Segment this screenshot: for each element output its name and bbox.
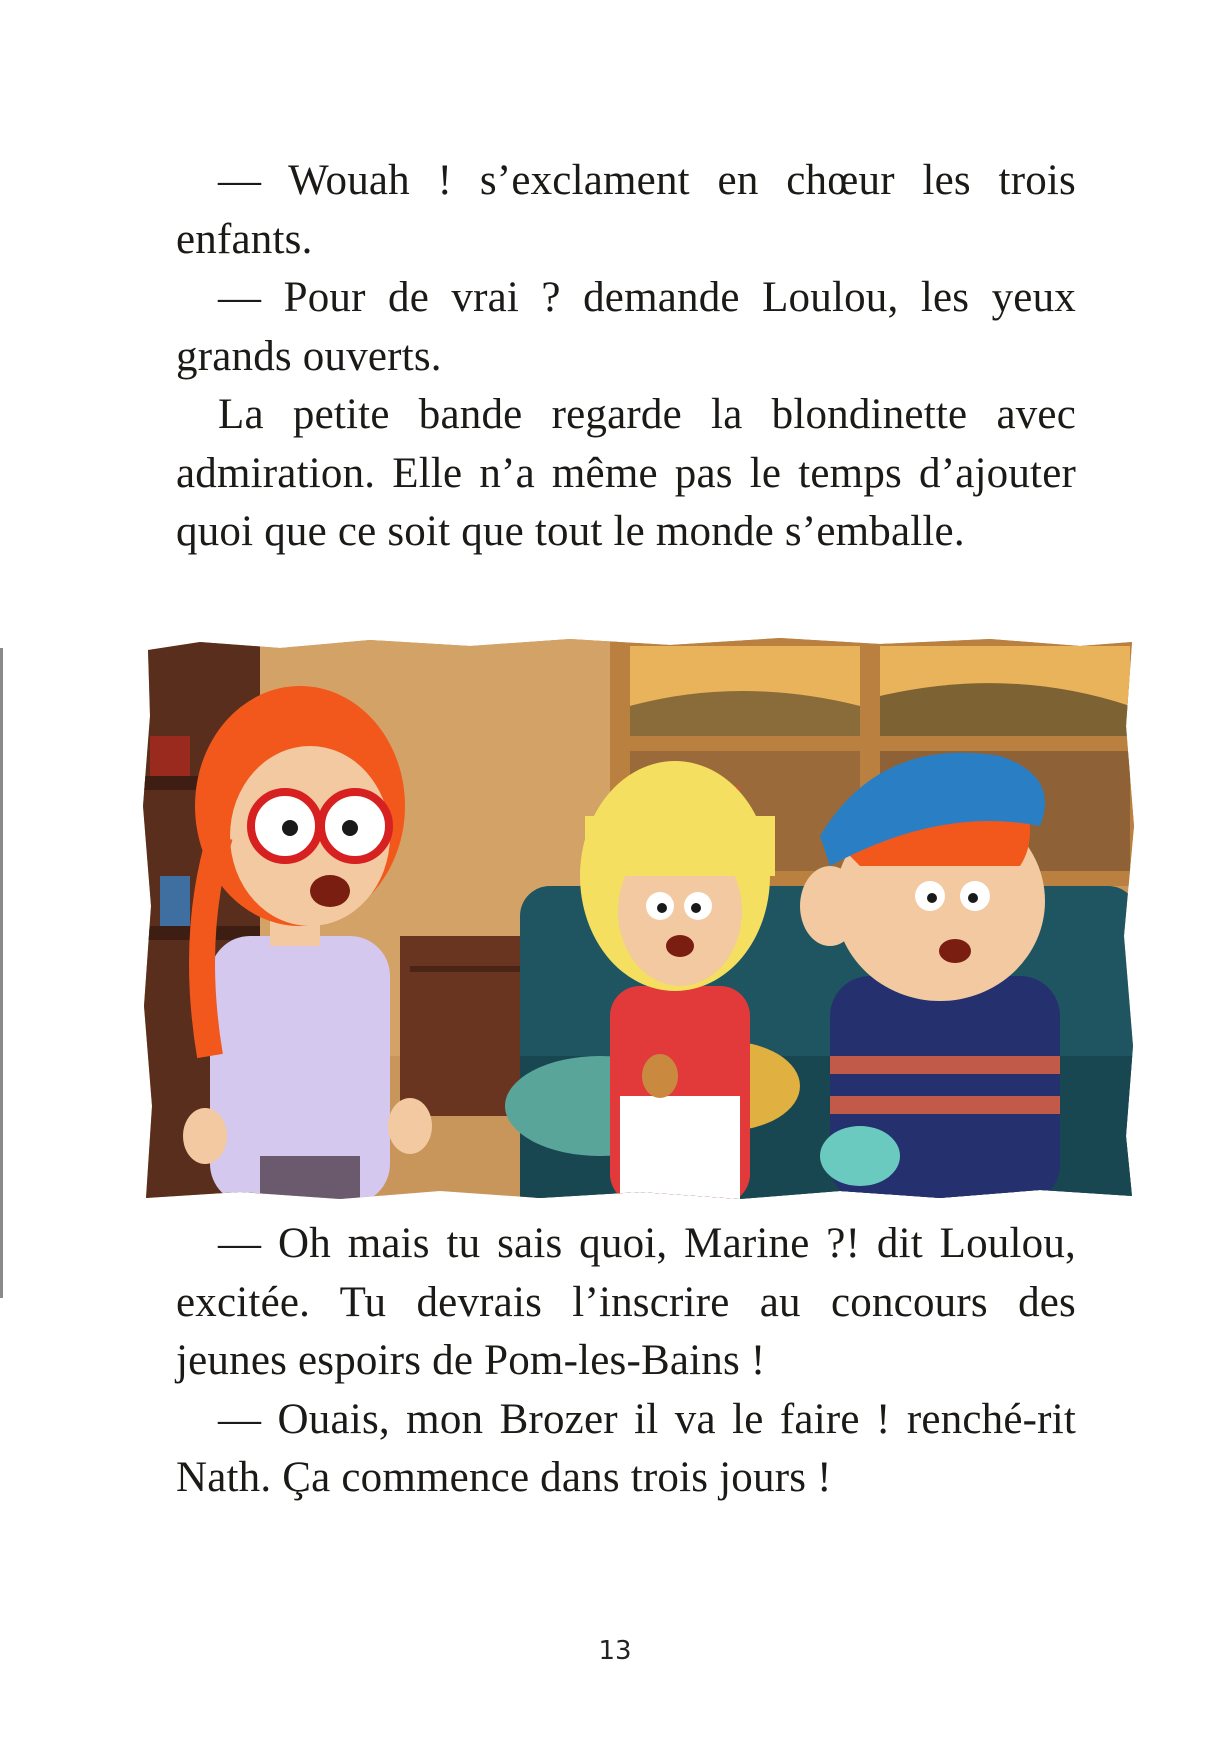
text-block-top bbox=[176, 152, 1076, 562]
page-number: 13 bbox=[598, 1636, 632, 1666]
paragraph: — Ouais, mon Brozer il va le faire ! renché-rit Nath. Ça commence dans trois jours ! bbox=[176, 1395, 1076, 1501]
illustration-svg bbox=[140, 636, 1138, 1204]
paragraph: La petite bande regarde la blondinette avec admiration. Elle n’a même pas le temps d’ajouter quoi que ce soit que tout le monde s’emballe. bbox=[176, 391, 1076, 555]
paragraph: — Wouah ! s’exclament en chœur les trois enfants. bbox=[176, 157, 1076, 263]
text-block-bottom bbox=[176, 1215, 1076, 1508]
paragraph: — Pour de vrai ? demande Loulou, les yeux grands ouverts. bbox=[176, 274, 1076, 380]
page-edge-line bbox=[0, 648, 3, 1298]
paragraph: — Oh mais tu sais quoi, Marine ?! dit Loulou, excitée. Tu devrais l’inscrire au concours des jeunes espoirs de Pom-les-Bains ! bbox=[176, 1220, 1076, 1384]
cartoon-scene-illustration bbox=[140, 636, 1138, 1204]
